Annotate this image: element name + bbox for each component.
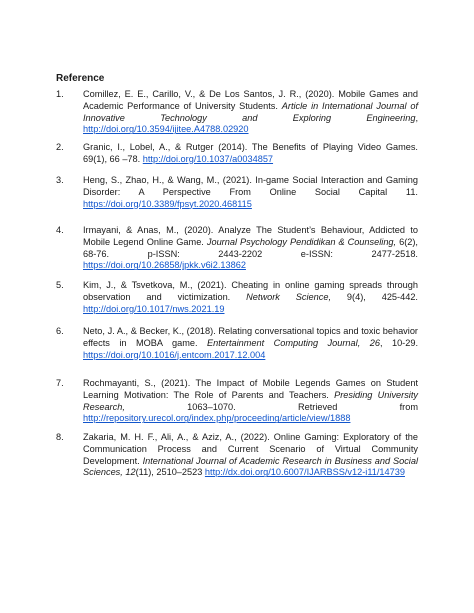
reference-number: 1. [56, 89, 64, 99]
reference-authors-title: Neto, J. A., & Becker, K., (2018). Relating conversational topics and toxic behavior effects in MOBA game. [83, 326, 418, 348]
reference-authors-title: Kim, J., & Tsvetkova, M., (2021). Cheating in online gaming spreads through observation and victimization. [83, 280, 418, 302]
reference-link[interactable]: https://doi.org/10.26858/jpkk.v6i2.13862 [83, 260, 246, 271]
reference-details: , 10-29. [379, 337, 419, 348]
reference-heading: Reference [56, 73, 105, 84]
reference-text [83, 175, 418, 210]
reference-item [56, 142, 418, 166]
reference-link[interactable]: http://doi.org/10.1017/nws.2021.19 [83, 303, 225, 314]
reference-details: 6(2), 68-76. p-ISSN: 2443-2202 e-ISSN: 2477-2518. [83, 236, 418, 259]
reference-number: 4. [56, 225, 64, 235]
reference-authors-title: Zakaria, M. H. F., Ali, A., & Aziz, A., (2022). Online Gaming: Exploratory of the Communication Process and Current Scenario of Virtual Community Development. [83, 432, 418, 466]
reference-number: 6. [56, 326, 64, 336]
reference-journal: Entertainment Computing Journal, 26 [207, 337, 380, 348]
reference-text [83, 280, 418, 315]
reference-text [83, 142, 418, 166]
reference-journal: Article in International Journal of Innovative Technology and Exploring Engineering [83, 100, 418, 123]
reference-details: 9(4), 425-442. [331, 291, 418, 302]
reference-link[interactable]: https://doi.org/10.3389/fpsyt.2020.468115 [83, 198, 252, 209]
reference-number: 8. [56, 432, 64, 442]
reference-authors-title: Comillez, E. E., Carillo, V., & De Los Santos, J. R., (2020). Mobile Games and Academic Performance of University Students. [83, 89, 418, 111]
reference-number: 5. [56, 280, 64, 290]
reference-authors-title: Rochmayanti, S., (2021). The Impact of Mobile Legends Games on Student Learning Motivation: The Role of Parents and Teachers. [83, 378, 418, 400]
reference-number: 2. [56, 142, 64, 152]
reference-item [56, 432, 418, 479]
reference-journal: Presiding University Research, [83, 389, 418, 412]
reference-item [56, 378, 418, 425]
reference-journal: Network Science, [246, 291, 331, 302]
reference-text [83, 225, 418, 272]
reference-details: , [415, 112, 418, 123]
reference-link[interactable]: http://doi.org/10.1037/a0034857 [142, 153, 274, 164]
reference-link[interactable]: http://repository.urecol.org/index.php/proceeding/article/view/1888 [83, 413, 351, 424]
reference-text [83, 432, 418, 479]
reference-authors-title: Granic, I., Lobel, A., & Rutger (2014). The Benefits of Playing Video Games. 69(1), 66 –78. [83, 142, 418, 164]
reference-link[interactable]: http://dx.doi.org/10.6007/IJARBSS/v12-i11/14739 [204, 467, 405, 478]
reference-number: 3. [56, 175, 64, 185]
reference-details: (11), 2510–2523 [135, 467, 205, 478]
reference-details: 1063–1070. Retrieved from [124, 401, 418, 412]
reference-authors-title: Irmayani, & Anas, M., (2020). Analyze The Student’s Behaviour, Addicted to Mobile Legend Online Game. [83, 225, 418, 247]
reference-text [83, 89, 418, 136]
reference-item [56, 225, 418, 272]
reference-link[interactable]: https://doi.org/10.1016/j.entcom.2017.12.004 [83, 349, 266, 360]
reference-text [83, 378, 418, 425]
reference-number: 7. [56, 378, 64, 388]
reference-text [83, 326, 418, 361]
reference-journal: International Journal of Academic Research in Business and Social Sciences, 12 [83, 455, 418, 478]
reference-item [56, 280, 418, 315]
reference-item [56, 326, 418, 361]
reference-item [56, 89, 418, 136]
reference-authors-title: Heng, S., Zhao, H., & Wang, M., (2021). In-game Social Interaction and Gaming Disorder: A Perspective From Online Social Capital 11. [83, 175, 418, 197]
reference-journal: Journal Psychology Pendidikan & Counseling, [206, 236, 397, 247]
reference-link[interactable]: http://doi.org/10.3594/ijitee.A4788.02920 [83, 124, 249, 135]
reference-item [56, 175, 418, 210]
